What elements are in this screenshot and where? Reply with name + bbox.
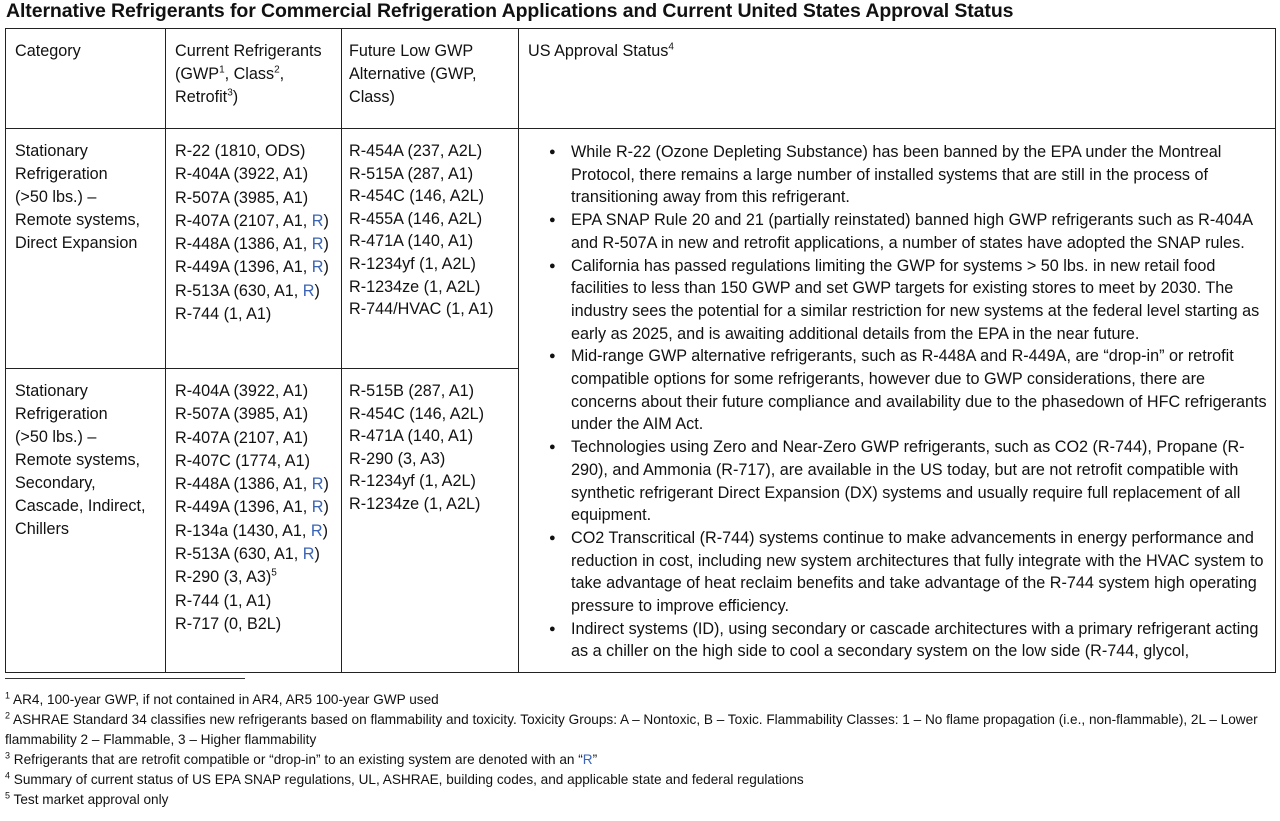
footnote-number: 4 (5, 770, 11, 781)
category-line: Secondary, (15, 474, 96, 492)
list-item: R-744/HVAC (1, A1) (349, 300, 494, 319)
refrigerant-text-end: ) (314, 281, 320, 300)
refrigerant-text-end: ) (314, 545, 320, 564)
list-item (175, 303, 341, 326)
status-bullet-list (528, 141, 1275, 663)
refrigerant-text-end: ) (322, 521, 328, 540)
refrigerant-text: R-449A (1396, A1, (175, 258, 312, 277)
status-bullet: ● CO2 Transcritical (R-744) systems continue to make advancements in energy performance and reduction in cost, including new system architectures that fully integrate with the HVAC system to take advantage of heat reclaim benefits and take advantage of the R-744 system high operating pressure to improve efficiency. (549, 527, 1275, 618)
refrigerant-text-end: ) (323, 235, 329, 254)
category-line: Remote systems, (15, 211, 141, 229)
footnote-text: AR4, 100-year GWP, if not contained in AR4, AR5 100-year GWP used (13, 692, 439, 707)
current-refrigerants-cell (166, 369, 342, 673)
retrofit-marker: R (582, 752, 593, 767)
footnote-text: Test market approval only (13, 792, 169, 807)
footnote-text: Summary of current status of US EPA SNAP regulations, UL, ASHRAE, building codes, and applicable state and federal regulations (13, 772, 804, 787)
list-item: R-1234ze (1, A2L) (349, 494, 481, 513)
list-item (175, 543, 341, 566)
refrigerant-text: R-290 (3, A3) (175, 568, 272, 587)
refrigerant-text: R-448A (1386, A1, (175, 235, 312, 254)
category-line: (>50 lbs.) – (15, 428, 97, 446)
footnotes (5, 690, 1265, 810)
retrofit-marker: R (311, 235, 324, 254)
refrigerant-text: R-513A (630, A1, (175, 281, 303, 300)
refrigerant-text: R-407C (1774, A1) (175, 451, 310, 470)
footnote (5, 770, 1265, 790)
refrigerant-text: R-407A (2107, A1, (175, 211, 312, 230)
refrigerant-text: R-449A (1396, A1, (175, 498, 312, 517)
list-item (175, 613, 341, 636)
footnote-number: 1 (5, 690, 11, 701)
status-bullet: ● California has passed regulations limiting the GWP for systems > 50 lbs. in new retail food facilities to less than 150 GWP and set GWP targets for existing stores to meet by 2030. The industry sees the potential for a similar restriction for new systems at the federal level starting as early as 2025, and is awaiting additional details from the EPA in the near future. (549, 255, 1275, 346)
list-item (175, 256, 341, 279)
refrigerant-text: R-407A (2107, A1) (175, 428, 309, 447)
table-header-row (6, 29, 1276, 129)
approval-status-cell (519, 129, 1276, 673)
list-item: R-455A (146, A2L) (349, 209, 483, 228)
list-item (175, 520, 341, 543)
list-item (175, 163, 341, 186)
status-bullet: ● EPA SNAP Rule 20 and 21 (partially reinstated) banned high GWP refrigerants such as R-404A and R-507A in new and retrofit applications, a number of states have adopted the SNAP rules. (549, 209, 1275, 254)
current-refrigerants-cell (166, 129, 342, 369)
category-line: Remote systems, (15, 451, 141, 469)
header-current-refrigerants: Current Refrigerants (GWP$^1$, Class$^2$, Retrofit$^3$) (166, 29, 342, 129)
list-item: R-515B (287, A1) (349, 382, 475, 400)
refrigerant-text-end: ) (323, 475, 329, 494)
category-line: Direct Expansion (15, 234, 138, 252)
header-future-alternatives: Future Low GWP Alternative (GWP, Class) (342, 29, 519, 129)
category-line: Stationary (15, 382, 88, 400)
category-line: Cascade, Indirect, (15, 497, 146, 515)
list-item (175, 473, 341, 496)
footnote (5, 790, 1265, 810)
list-item (175, 280, 341, 303)
list-item: R-1234ze (1, A2L) (349, 277, 481, 296)
list-item: R-290 (3, A3) (349, 449, 446, 468)
list-item (175, 427, 341, 450)
category-line: Refrigeration (15, 165, 108, 183)
list-item (175, 450, 341, 473)
footnote-number: 5 (5, 790, 11, 801)
header-us-approval-status: US Approval Status$^4$ (519, 29, 1276, 129)
refrigerant-text: R-744 (1, A1) (175, 591, 272, 610)
footnote (5, 690, 1265, 710)
list-item (175, 590, 341, 613)
footnote-text-end: ” (592, 752, 598, 767)
list-item: R-454C (146, A2L) (349, 404, 484, 423)
list-item (175, 403, 341, 426)
refrigerants-table (5, 28, 1276, 673)
status-bullet: ● Mid-range GWP alternative refrigerants, such as R-448A and R-449A, are “drop-in” or retrofit compatible options for some refrigerants, however due to GWP considerations, there are concerns about their future compliance and availability due to the phasedown of HFC refrigerants under the AIM Act. (549, 345, 1275, 436)
refrigerant-text: R-134a (1430, A1, (175, 521, 311, 540)
retrofit-marker: R (310, 521, 323, 540)
status-bullet: ● Indirect systems (ID), using secondary or cascade architectures with a primary refrigerant acting as a chiller on the high side to cool a secondary system on the low side (R-744, glycol, (549, 618, 1275, 663)
category-line: Refrigeration (15, 405, 108, 423)
list-item: R-471A (140, A1) (349, 232, 474, 251)
list-item: R-454A (237, A2L) (349, 142, 483, 160)
list-item (175, 233, 341, 256)
retrofit-marker: R (311, 258, 324, 277)
footnote-text: Refrigerants that are retrofit compatible or “drop-in” to an existing system are denoted with an “ (13, 752, 583, 767)
retrofit-marker: R (302, 281, 315, 300)
category-line: Chillers (15, 520, 69, 538)
refrigerant-text-end: ) (323, 498, 329, 517)
footnote (5, 750, 1265, 770)
refrigerant-text: R-513A (630, A1, (175, 545, 303, 564)
refrigerant-text: R-507A (3985, A1) (175, 188, 309, 207)
footnote-number: 2 (5, 710, 11, 721)
footnote-divider (5, 678, 245, 679)
retrofit-marker: R (302, 545, 315, 564)
refrigerant-text: R-448A (1386, A1, (175, 475, 312, 494)
refrigerant-text: R-22 (1810, ODS) (175, 142, 306, 160)
list-item (175, 380, 341, 403)
refrigerant-text-end: ) (323, 258, 329, 277)
footnote (5, 710, 1265, 750)
list-item: R-515A (287, A1) (349, 164, 474, 183)
retrofit-marker: R (311, 498, 324, 517)
list-item (175, 496, 341, 519)
footnote-text: ASHRAE Standard 34 classifies new refrigerants based on flammability and toxicity. Toxicity Groups: A – Nontoxic, B – Toxic. Flammability Classes: 1 – No flame propagation (i.e., non-flammable), 2L – Lower flammability 2 – Flammable, 3 – Higher flammability (5, 712, 1258, 747)
category-line: (>50 lbs.) – (15, 188, 97, 206)
category-line: Stationary (15, 142, 88, 160)
status-bullet: ● Technologies using Zero and Near-Zero GWP refrigerants, such as CO2 (R-744), Propane (R-290), and Ammonia (R-717), are available in the US today, but are not retrofit compatible with synthetic refrigerant Direct Expansion (DX) systems and usually require full replacement of all equipment. (549, 436, 1275, 527)
page-title: Alternative Refrigerants for Commercial Refrigeration Applications and Current United States Approval Status (6, 0, 1014, 22)
status-bullet: ● While R-22 (Ozone Depleting Substance) has been banned by the EPA under the Montreal Protocol, there remains a large number of installed systems that are still in the process of transitioning away from this refrigerant. (549, 141, 1275, 209)
refrigerant-text-end: ) (323, 211, 329, 230)
refrigerant-text: R-507A (3985, A1) (175, 405, 309, 424)
refrigerant-text: R-744 (1, A1) (175, 305, 272, 324)
future-alternatives-cell (342, 129, 519, 369)
list-item: R-471A (140, A1) (349, 427, 474, 446)
table-row (6, 129, 1276, 369)
list-item: R-1234yf (1, A2L) (349, 472, 476, 491)
list-item (175, 187, 341, 210)
refrigerant-text: R-717 (0, B2L) (175, 614, 282, 633)
refrigerant-text: R-404A (3922, A1) (175, 165, 309, 184)
list-item (175, 210, 341, 233)
refrigerant-text: R-404A (3922, A1) (175, 382, 309, 400)
list-item (175, 566, 341, 589)
list-item: R-1234yf (1, A2L) (349, 254, 476, 273)
category-cell (6, 129, 166, 369)
category-cell (6, 369, 166, 673)
retrofit-marker: R (311, 475, 324, 494)
list-item (175, 140, 341, 163)
header-category: Category (6, 29, 166, 129)
future-alternatives-cell (342, 369, 519, 673)
retrofit-marker: R (311, 211, 324, 230)
footnote-ref: 5 (271, 567, 277, 579)
list-item: R-454C (146, A2L) (349, 187, 484, 206)
footnote-number: 3 (5, 750, 11, 761)
